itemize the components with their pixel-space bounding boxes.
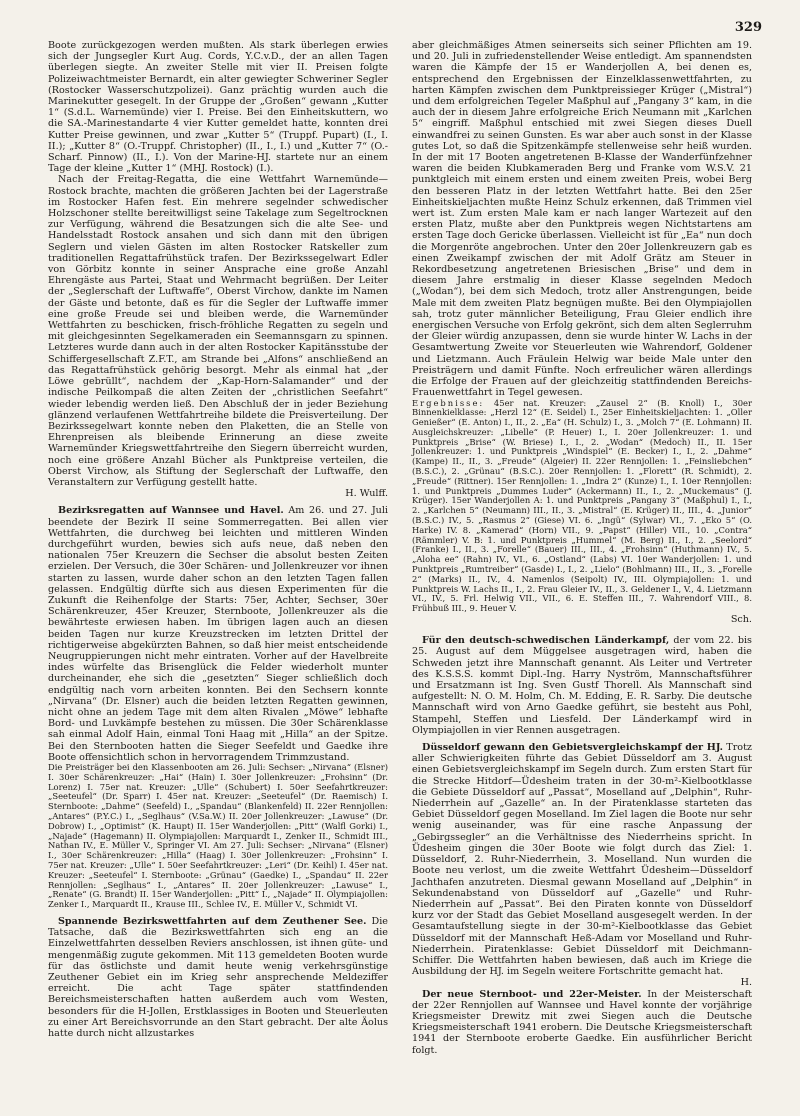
left-column	[48, 40, 388, 1039]
author-signature: H. Wulff.	[345, 488, 388, 500]
section-body: Am 26. und 27. Juli beendete der Bezirk II seine Sommerregatten. Bei allen vier Wettfahrten, die durchweg bei leichten und mittleren Winden durchgeführt wurden, bewies sich aufs neue, daß neben den nationalen 75er Kreuzern die Sechser die absolut besten Zeiten erzielen. Der Versuch, die 30er Schären- und Jollenkreuzer vor ihnen starten zu lassen, wurde daher schon an den letzten Tagen fallen gelassen. Endgültig dürfte sich aus diesen Experimenten für die Zukunft die Reihenfolge der Starts: 75er, Achter, Sechser, 30er Schärenkreuzer, 45er Kreuzer, Sternboote, Jollenkreuzer als die bewährteste erwiesen haben. Im übrigen lagen auch an diesen beiden Tagen nur kurze Kreuzstrecken im letzten Drittel der richtigerweise abgekürzten Bahnen, so daß hier meist entscheidende Neugruppierungen nicht mehr eintraten. Vorher auf der Havelbreite indes würfelte das Brisenglück die Felder wiederholt munter durcheinander, ehe sich die „gesetzten“ Sieger schließlich doch endgültig nach vorn arbeiten konnten. Bei den Sechsern konnte „Nirvana“ (Dr. Elsner) auch die beiden letzten Regatten gewinnen, nicht ohne an jedem Tage mit dem alten Rivalen „Möwe“ lebhafte Bord- und Luvkämpfe bestehen zu müssen. Die 30er Schärenklasse sah einmal Adolf Hain, einmal Toni Haag mit „Hilla“ an der Spitze. Bei den Sternbooten hatten die Sieger Seefeldt und Gaedke ihre Boote offensichtlich schon in hervorragendem Trimmzustand.	[48, 505, 388, 763]
section-heading: Der neue Sternboot- und 22er-Meister.	[422, 988, 642, 1000]
paragraph: Boote zurückgezogen werden mußten. Als stark überlegen erwies sich der Jungsegler Kurt Aug. Cords, Y.C.v.D., der an allen Tagen überlegen siegte. An zweiter Stelle mit vier II. Preisen folgte Polizeiwachtmeister Bernardt, ein alter gewiegter Schweriner Segler (Rostocker Wasserschutzpolizei). Ganz prächtig wurden auch die Marinekutter gesegelt. In der Gruppe der „Großen“ gewann „Kutter 1“ (S.d.L. Warnemünde) vier I. Preise. Bei den Einheitskuttern, wo die SA.-Marinestandarte 4 vier Kutter gemeldet hatte, konnten drei Kutter Preise gewinnen, und zwar „Kutter 5“ (Truppf. Pupart) (I., I. II.); „Kutter 8“ (O.-Truppf. Christopher) (II., I., I.) und „Kutter 7“ (O.-Scharf. Pinnow) (II., I.). Von der Marine-HJ. startete nur an einem Tage der kleine „Kutter 1“ (MHJ. Rostock) (I.).	[48, 40, 388, 175]
right-column	[412, 40, 752, 1056]
section-body: Trotz aller Schwierigkeiten führte das Gebiet Düsseldorf am 3. August einen Gebietsvergleichskampf im Segeln durch. Zum ersten Start für die Strecke Hitdorf—Üdesheim traten in der 30-m²-Kielbootklasse die Gebiete Düsseldorf auf „Passat“, Moselland auf „Delphin“, Ruhr-Niederrhein auf „Gazelle“ an. In der Piratenklasse starteten das Gebiet Düsseldorf gegen Moselland. Im Ziel lagen die Boote nur sehr wenig auseinander, was für eine rasche Anpassung der „Gebirgssegler“ an die Verhältnisse des Niederrheins spricht. In Üdesheim gingen die 30er Boote wie folgt durch das Ziel: 1. Düsseldorf, 2. Ruhr-Niederrhein, 3. Moselland. Nun wurden die Boote neu verlost, um die zweite Wettfahrt Üdesheim—Düsseldorf Jachthafen anzutreten. Diesmal gewann Moselland auf „Delphin“ in Sekundenabstand von Düsseldorf auf „Gazelle“ und Ruhr-Niederrhein auf „Passat“. Bei den Piraten konnte von Düsseldorf kurz vor der Stadt das Gebiet Moselland ausgesegelt werden. In der Gesamtaufstellung siegte in der 30-m²-Kielbootklasse das Gebiet Düsseldorf mit der Mannschaft Heß-Adam vor Moselland und Ruhr-Niederrhein. Piratenklasse: Gebiet Düsseldorf mit Deichmann-Schiffer. Die Wettfahrten haben bewiesen, daß auch im Kriege die Ausbildung der HJ. im Segeln weitere Fortschritte gemacht hat.	[412, 742, 752, 978]
section-heading: Spannende Bezirkswettfahrten auf dem Zeuthener See.	[58, 915, 367, 927]
section-paragraph	[412, 742, 752, 977]
paragraph: Nach der Freitag-Regatta, die eine Wettfahrt Warnemünde—Rostock brachte, machten die größeren Jachten bei der Lagerstraße im Rostocker Hafen fest. Ein mehrere segelnder schwedischer Holzschoner stellte bereitwilligst seine Takelage zum Segeltrocknen zur Verfügung, während die Besatzungen sich die alte See- und Handelsstadt Rostock ansahen und sich dann mit den übrigen Seglern und vielen Gästen im alten Rostocker Ratskeller zum traditionellen Regattafrühstück trafen. Der Bezirkssegelwart Edler von Görbitz konnte in seiner Ansprache eine große Anzahl Ehrengäste aus Partei, Staat und Wehrmacht begrüßen. Der Leiter der „Seglerschaft der Luftwaffe“, Oberst Virchow, dankte im Namen der Gäste und betonte, daß es für die Segler der Luftwaffe immer eine große Freude sei und bleiben werde, die Warnemünder Wettfahrten zu beschicken, frisch-fröhliche Regatten zu segeln und mit gleichgesinnten Segelkameraden ein Seemannsgarn zu spinnen. Letzteres wurde dann auch in der alten Rostocker Kapitänsstube der Schiffergesellschaft Z.F.T., am Strande bei „Alfons“ anschließend an das Regattafrühstück gehörig besorgt. Mehr als einmal hat „der Löwe gebrüllt“, nachdem der „Kap-Horn-Salamander“ und der indische Peilkompaß die alten Zeiten der „christlichen Seefahrt“ wieder lebendig werden ließ. Den Abschluß der in jeder Beziehung glänzend verlaufenen Wettfahrtreihe bildete die Preisverteilung. Der Bezirkssegelwart konnte neben den Plaketten, die an Stelle von Ehrenpreisen als bleibende Erinnerung an diese zweite Warnemünder Kriegswettfahrtreihe den Siegern überreicht wurden, noch eine größere Anzahl Bücher als Punktpreise verteilen, die Oberst Virchow, als Stiftung der Seglerschaft der Luftwaffe, den Veranstaltern zur Verfügung gestellt hatte.	[48, 174, 388, 488]
results-label: Ergebnisse:	[412, 397, 485, 408]
author-signature: Sch.	[730, 614, 752, 626]
section-body: Die Tatsache, daß die Bezirkswettfahrten sich eng an die Einzelwettfahrten desselben Reviers anschlossen, ist ihnen güte- und mengenmäßig zugute gekommen. Mit 113 gemeldeten Booten wurde für das östlichste und damit heute wenig verkehrsgünstige Zeuthener Gebiet ein im Krieg sehr ansprechende Meldeziffer erreicht. Die acht Tage später stattfindenden Bereichsmeisterschaften hatten außerdem auch vom Westen, besonders für die H-Jollen, Erstklassiges in Booten und Steuerleuten zu einer Art Bereichsvorrunde an den Start gebracht. Der alte Äolus hatte durch nicht allzustarkes	[48, 915, 388, 1039]
section-paragraph	[48, 505, 388, 763]
section-paragraph	[412, 635, 752, 736]
paragraph: aber gleichmäßiges Atmen seinerseits sich seiner Pflichten am 19. und 20. Juli in zufriedenstellender Weise entledigt. Am spannendsten waren die Kämpfe der 15 er Wanderjollen A, bei denen es, entsprechend den Ergebnissen der Einzelklassenwettfahrten, zu harten Kämpfen zwischen dem Punktpreissieger Krüger („Mistral“) und dem erfolgreichen Tegeler Maßphul auf „Pangany 3“ kam, in die auch der in diesem Jahre erfolgreiche Erich Neumann mit „Karlchen 5“ eingriff. Maßphul entschied mit zwei Siegen dieses Duell einwandfrei zu seinen Gunsten. Es war aber auch sonst in der Klasse gutes Lot, so daß die Spitzenkämpfe stellenweise sehr heiß wurden. In der mit 17 Booten angetretenen B-Klasse der Wanderfünfzehner waren die beiden Klubkameraden Berg und Franke vom W.S.V. 21 punktgleich mit einem ersten und einem zweiten Preis, wobei Berg den besseren Platz in der letzten Wettfahrt hatte. Bei den 25er Einheitskieljachten mußte Heinz Schulz erkennen, daß Trimmen viel wert ist. Zum ersten Male kam er nach langer Wartezeit auf den ersten Platz, mußte aber den Punktpreis wegen Nichtstartens am ersten Tage doch Gericke überlassen. Vielleicht ist für „Ea“ nun doch die Morgenröte angebrochen. Unter den 20er Jollenkreuzern gab es einen Zweikampf zwischen der mit Adolf Grätz am Steuer in Rekordbesetzung angetretenen Briesischen „Brise“ und dem in diesem Jahre erstmalig in dieser Klasse segelnden Medoch („Wodan“), bei dem sich Medoch, trotz aller Anstrengungen, beide Male mit dem zweiten Platz begnügen mußte. Bei den Olympiajollen sah, trotz guter männlicher Beteiligung, Frau Gleier endlich ihre energischen Versuche von Erfolg gekrönt, sich dem alten Seglerruhm der Gleier würdig anzupassen, denn sie wurde hinter W. Lachs in der Gesamtwertung Zweite vor Steuerleuten wie Wahrendorf, Goldener und Lietzmann. Auch Fräulein Helwig war beide Male unter den Preisträgern und damit Fünfte. Noch erfreulicher wären allerdings die Erfolge der Frauen auf der gleichzeitig stattfindenden Bereichs-Frauenwettfahrt in Tegel gewesen.	[412, 40, 753, 399]
section-body: der vom 22. bis 25. August auf dem Müggelsee ausgetragen wird, haben die Schweden jetzt ihre Mannschaft genannt. Als Leiter und Vertreter des K.S.S.S. kommt Dipl.-Ing. Harry Nyström, Mannschaftsführer und Ersatzmann ist Ing. Sven Gustf Thorell. Als Mannschaft sind aufgestellt: N. O. M. Holm, Ch. M. Edding, E. R. Sarby. Die deutsche Mannschaft wird von Arno Gaedke geführt, sie besteht aus Pohl, Stampehl, Steffen und Liesfeld. Der Länderkampf wird in Olympiajollen in vier Rennen ausgetragen.	[412, 635, 752, 736]
section-heading: Bezirksregatten auf Wannsee und Havel.	[58, 505, 284, 517]
section-body: In der Meisterschaft der 22er Rennjollen auf Wannsee und Havel konnte der vorjährige Kriegsmeister Drewitz mit zwei Siegen auch die Deutsche Kriegsmeisterschaft 1941 erobern. Die Deutsche Kriegsmeisterschaft 1941 der Sternboote eroberte Gaedke. Ein ausführlicher Bericht folgt.	[412, 988, 752, 1056]
section-heading: Düsseldorf gewann den Gebietsvergleichskampf der HJ.	[422, 742, 723, 754]
page-number: 329	[734, 20, 762, 35]
section-paragraph	[48, 916, 388, 1039]
results-paragraph	[412, 399, 752, 615]
section-heading: Für den deutsch-schwedischen Länderkampf,	[422, 635, 670, 647]
section-paragraph	[412, 989, 752, 1056]
results-body: 45er nat. Kreuzer: „Zausel 2“ (B. Knoll) I., 30er Binnenkielklasse: „Herzl 12“ (E. Seidel) I., 25er Einheitskieljachten: 1. „Oller Genießer“ (E. Anton) I., II., 2. „Ea“ (H. Schulz) I., 3. „Molch 7“ (E. Lohmann) II. Ausgleichskreuzer: „Libelle“ (P. Heuer) I., I. 20er Jollenkreuzer: 1. und Punktpreis „Brise“ (W. Briese) I., I., 2. „Wodan“ (Medoch) II., II. 15er Jollenkreuzer: 1. und Punktpreis „Windspiel“ (E. Becker) I., I., 2. „Dahme“ (Kampe) II., II., 3. „Freude“ (Algeier) II. 22er Rennjollen: 1. „Feinsliebchen“ (B.S.C.), 2. „Grünau“ (B.S.C.). 20er Rennjollen: 1. „Florett“ (R. Schmidt), 2. „Freude“ (Rittner). 15er Rennjollen: 1. „Indra 2“ (Kunze) I., I. 10er Rennjollen: 1. und Punktpreis „Dummes Luder“ (Ackermann) II., I., 2. „Muckemaus“ (J. Krüger). 15er Wanderjollen A: 1. und Punktpreis „Pangany 3“ (Maßphul) I., I., 2. „Karlchen 5“ (Neumann) III., II., 3. „Mistral“ (E. Krüger) II., III., 4. „Junior“ (B.S.C.) IV., 5. „Rasmus 2“ (Giese) VI. 6. „Ingü“ (Sylwar) VI., 7. „Eko 5“ (O. Harke) IV. 8. „Kamerad“ (Horn) VII., 9. „Papst“ (Hiller) VII., 10. „Contra“ (Rämmler) V. B: 1. und Punktpreis „Hummel“ (M. Berg) II., I., 2. „Seelord“ (Franke) I., II., 3. „Forelle“ (Bauer) III., III., 4. „Frohsinn“ (Huthmann) IV., 5. „Aloha ee“ (Rahn) IV., VI., 6. „Ostland“ (Labs) VI. 10er Wanderjollen: 1. und Punktpreis „Rumtreiber“ (Gasde) I., I., 2. „Lielo“ (Bohlmann) III., II., 3. „Forelle 2“ (Marks) II., IV., 4. Namenlos (Seipolt) IV., III. Olympiajollen: 1. und Punktpreis W. Lachs II., I., 2. Frau Gleier IV., II., 3. Geldener I., V., 4. Lietzmann VI., IV., 5. Frl. Helwig VII., VII., 6. E. Steffen III., 7. Wahrendorf VIII., 8. Frühbuß III., 9. Heuer V.	[412, 397, 752, 614]
author-signature: H.	[740, 977, 752, 989]
results-paragraph: Die Preisträger bei den Klassenbooten am 26. Juli: Sechser: „Nirvana“ (Elsner) I. 30er Schärenkreuzer: „Hai“ (Hain) I. 30er Jollenkreuzer: „Frohsinn“ (Dr. Lorenz) I. 75er nat. Kreuzer: „Ulle“ (Schubert) I. 50er Seefahrtkreuzer: „Seeteufel“ (Dr. Sparr) I. 45er nat. Kreuzer: „Seeteufel“ (Dr. Raemisch) I. Sternboote: „Dahme“ (Seefeld) I., „Spandau“ (Blankenfeld) II. 22er Rennjollen: „Antares“ (P.Y.C.) I., „Seglhaus“ (V.Sa.W.) II. 20er Jollenkreuzer: „Lawuse“ (Dr. Dobrow) I., „Optimist“ (K. Haupt) II. 15er Wanderjollen: „Pitt“ (Walfl Gorki) I., „Najade“ (Hagemann) II. Olympiajollen: Marquardt I., Zenker II., Schmidt III., Nathan IV., E. Müller V., Springer VI. Am 27. Juli: Sechser: „Nirvana“ (Elsner) I., 30er Schärenkreuzer: „Hilla“ (Haag) I. 30er Jollenkreuzer: „Frohsinn“ I. 75er nat. Kreuzer: „Ulle“ I. 50er Seefahrtkreuzer: „Leri“ (Dr. Keihl) I. 45er nat. Kreuzer: „Seeteufel“ I. Sternboote: „Grünau“ (Gaedke) I., „Spandau“ II. 22er Rennjollen: „Seglhaus“ I., „Antares“ II. 20er Jollenkreuzer: „Lawuse“ I., „Renate“ (G. Brandt) II. 15er Wanderjollen: „Pitt“ I., „Najade“ II. Olympiajollen: Zenker I., Marquardt II., Krause III., Schlee IV., E. Müller V., Schmidt VI.	[48, 762, 388, 910]
